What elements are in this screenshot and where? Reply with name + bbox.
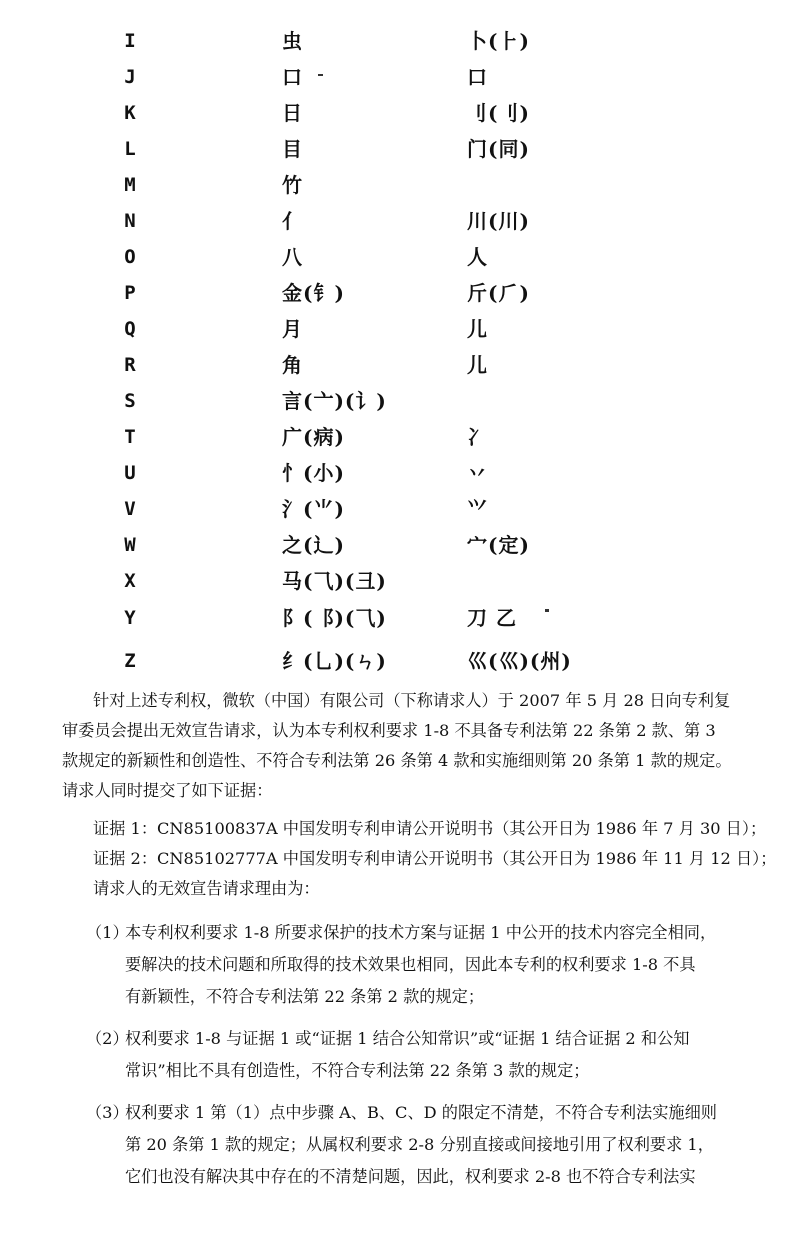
table-row xyxy=(0,170,800,200)
paragraph-line: 款规定的新颖性和创造性、不符合专利法第 26 条第 4 款和实施细则第 20 条第 1 款的规定。 xyxy=(62,751,732,770)
table-row xyxy=(0,458,800,488)
reason-line: 常识”相比不具有创造性，不符合专利法第 22 条第 3 款的规定； xyxy=(125,1061,590,1080)
table-row xyxy=(0,494,800,524)
secondary-radical: 川(川) xyxy=(467,209,530,233)
secondary-radical: 卜(⺊) xyxy=(467,29,530,53)
table-row xyxy=(0,62,800,92)
table-row xyxy=(0,646,800,676)
paragraph-line: 审委员会提出无效宣告请求，认为本专利权利要求 1-8 不具备专利法第 22 条第 2 款、第 3 xyxy=(62,721,716,740)
secondary-radical: 儿 xyxy=(467,317,488,341)
table-row xyxy=(0,278,800,308)
table-row xyxy=(0,603,800,633)
reason-number: （2） xyxy=(86,1029,129,1048)
primary-radical: 口 xyxy=(282,65,303,89)
row-letter: Z xyxy=(124,650,136,672)
primary-radical: 目 xyxy=(282,137,303,161)
secondary-radical: 丷 xyxy=(467,461,488,485)
row-letter: O xyxy=(124,246,136,268)
reason-line: 有新颖性，不符合专利法第 22 条第 2 款的规定； xyxy=(125,987,485,1006)
reason-number: （1） xyxy=(86,923,129,942)
table-row xyxy=(0,242,800,272)
table-row xyxy=(0,98,800,128)
secondary-radical: ⺍ xyxy=(467,497,488,521)
row-letter: V xyxy=(124,498,136,520)
row-letter: Q xyxy=(124,318,136,340)
paragraph-line: 针对上述专利权，微软（中国）有限公司（下称请求人）于 2007 年 5 月 28 日向专利复 xyxy=(93,691,731,710)
scan-speck xyxy=(545,609,549,612)
primary-radical: 纟(乚)(ㄣ) xyxy=(282,649,387,673)
primary-radical: 竹 xyxy=(282,173,303,197)
row-letter: J xyxy=(124,66,136,88)
secondary-radical: 冫 xyxy=(467,425,488,449)
scan-speck xyxy=(318,74,323,76)
row-letter: P xyxy=(124,282,136,304)
table-row xyxy=(0,350,800,380)
secondary-radical: 巛(巛)(州) xyxy=(467,649,572,673)
row-letter: M xyxy=(124,174,136,196)
row-letter: X xyxy=(124,570,136,592)
row-letter: T xyxy=(124,426,136,448)
evidence-2: 证据 2：CN85102777A 中国发明专利申请公开说明书（其公开日为 1986 年 11 月 12 日）； xyxy=(93,849,777,868)
table-row xyxy=(0,386,800,416)
primary-radical: 日 xyxy=(282,101,303,125)
primary-radical: 月 xyxy=(282,317,303,341)
row-letter: I xyxy=(124,30,136,52)
table-row xyxy=(0,530,800,560)
primary-radical: 金(钅) xyxy=(282,281,345,305)
primary-radical: 言(亠)(讠) xyxy=(282,389,387,413)
reason-line: 它们也没有解决其中存在的不清楚问题，因此，权利要求 2-8 也不符合专利法实 xyxy=(125,1167,696,1186)
row-letter: K xyxy=(124,102,136,124)
primary-radical: 阝(⻏)(⺄) xyxy=(282,606,387,630)
paragraph-line: 请求人同时提交了如下证据： xyxy=(62,781,273,800)
row-letter: R xyxy=(124,354,136,376)
row-letter: S xyxy=(124,390,136,412)
secondary-radical: 门(同) xyxy=(467,137,530,161)
primary-radical: 之(辶) xyxy=(282,533,345,557)
row-letter: Y xyxy=(124,607,136,629)
row-letter: L xyxy=(124,138,136,160)
primary-radical: 氵(⺌) xyxy=(282,497,345,521)
primary-radical: 广(病) xyxy=(282,425,345,449)
primary-radical: 角 xyxy=(282,353,303,377)
secondary-radical: 宀(定) xyxy=(467,533,530,557)
table-row xyxy=(0,206,800,236)
primary-radical: 亻 xyxy=(282,209,303,233)
table-row xyxy=(0,314,800,344)
table-row xyxy=(0,422,800,452)
secondary-radical: 斤(⺁) xyxy=(467,281,530,305)
reason-number: （3） xyxy=(86,1103,129,1122)
primary-radical: 八 xyxy=(282,245,303,269)
primary-radical: 忄(小) xyxy=(282,461,345,485)
row-letter: N xyxy=(124,210,136,232)
reason-line: 第 20 条第 1 款的规定；从属权利要求 2-8 分别直接或间接地引用了权利要求 1， xyxy=(125,1135,714,1154)
primary-radical: 马(⺄)(⼹) xyxy=(282,569,387,593)
table-row xyxy=(0,134,800,164)
secondary-radical: 刂(刂) xyxy=(467,101,530,125)
row-letter: W xyxy=(124,534,136,556)
reason-line: 权利要求 1 第（1）点中步骤 A、B、C、D 的限定不清楚，不符合专利法实施细则 xyxy=(125,1103,717,1122)
secondary-radical: 儿 xyxy=(467,353,488,377)
table-row xyxy=(0,26,800,56)
secondary-radical: 刀 乙 xyxy=(467,606,517,630)
reason-line: 要解决的技术问题和所取得的技术效果也相同，因此本专利的权利要求 1-8 不具 xyxy=(125,955,696,974)
table-row xyxy=(0,566,800,596)
row-letter: U xyxy=(124,462,136,484)
reason-line: 权利要求 1-8 与证据 1 或“证据 1 结合公知常识”或“证据 1 结合证据 2 和公知 xyxy=(125,1029,690,1048)
secondary-radical: 口 xyxy=(467,65,488,89)
evidence-1: 证据 1：CN85100837A 中国发明专利申请公开说明书（其公开日为 1986 年 7 月 30 日）； xyxy=(93,819,767,838)
primary-radical: 虫 xyxy=(282,29,303,53)
secondary-radical: 人 xyxy=(467,245,488,269)
reason-line: 本专利权利要求 1-8 所要求保护的技术方案与证据 1 中公开的技术内容完全相同， xyxy=(125,923,717,942)
reasons-intro: 请求人的无效宣告请求理由为： xyxy=(93,879,320,898)
